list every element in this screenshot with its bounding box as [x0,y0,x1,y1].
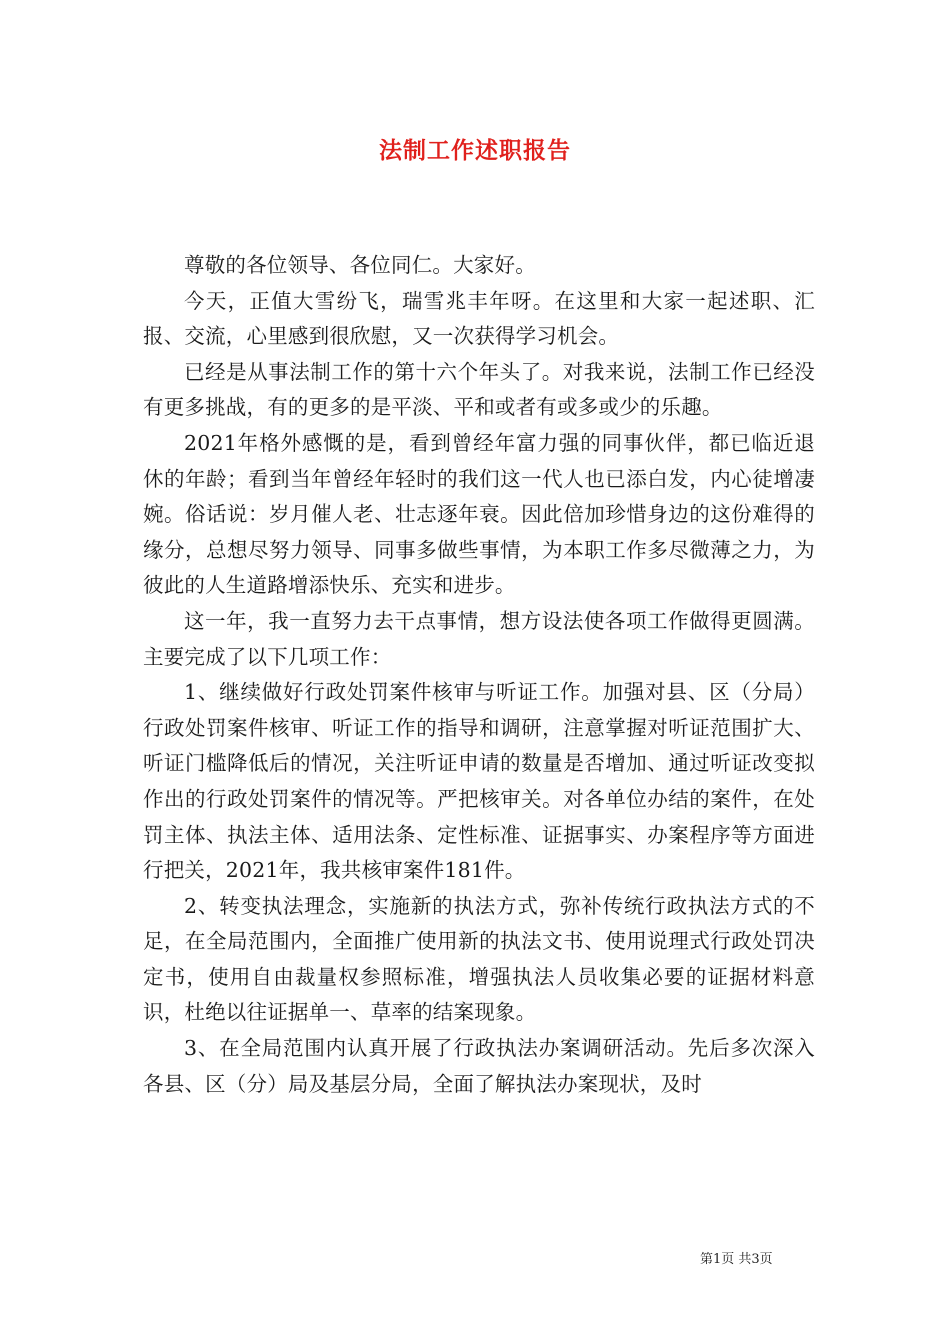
paragraph-reflection: 2021年格外感慨的是，看到曾经年富力强的同事伙伴，都已临近退休的年龄；看到当年曾经年轻时的我们这一代人也已添白发，内心徒增凄婉。俗话说：岁月催人老、壮志逐年衰。因此倍加珍惜身边的这份难得的缘分，总想尽努力领导、同事多做些事情，为本职工作多尽微薄之力，为彼此的人生道路增添快乐、充实和进步。 [143,430,815,598]
page-number-footer: 第1页 共3页 [700,1252,773,1267]
paragraph-item-1: 1、继续做好行政处罚案件核审与听证工作。加强对县、区（分局）行政处罚案件核审、听证工作的指导和调研，注意掌握对听证范围扩大、听证门槛降低后的情况，关注听证申请的数量是否增加、通过听证改变拟作出的行政处罚案件的情况等。严把核审关。对各单位办结的案件，在处罚主体、执法主体、适用法条、定性标准、证据事实、办案程序等方面进行把关，2021年，我共核审案件181件。 [143,680,815,883]
paragraph-item-3: 3、在全局范围内认真开展了行政执法办案调研活动。先后多次深入各县、区（分）局及基层分局，全面了解执法办案现状，及时 [143,1036,815,1096]
paragraph-item-2: 2、转变执法理念，实施新的执法方式，弥补传统行政执法方式的不足，在全局范围内，全面推广使用新的执法文书、使用说理式行政处罚决定书，使用自由裁量权参照标准，增强执法人员收集必要的证据材料意识，杜绝以往证据单一、草率的结案现象。 [143,893,815,1025]
paragraph-summary-intro: 这一年，我一直努力去干点事情，想方设法使各项工作做得更圆满。主要完成了以下几项工作： [143,608,815,669]
paragraph-greeting: 尊敬的各位领导、各位同仁。大家好。 [184,253,536,277]
paragraph-career: 已经是从事法制工作的第十六个年头了。对我来说，法制工作已经没有更多挑战，有的更多的是平淡、平和或者有或多或少的乐趣。 [143,359,815,420]
document-title: 法制工作述职报告 [379,137,571,164]
document-body [143,248,815,1102]
paragraph-opening: 今天，正值大雪纷飞，瑞雪兆丰年呀。在这里和大家一起述职、汇报、交流，心里感到很欣慰，又一次获得学习机会。 [143,288,815,349]
